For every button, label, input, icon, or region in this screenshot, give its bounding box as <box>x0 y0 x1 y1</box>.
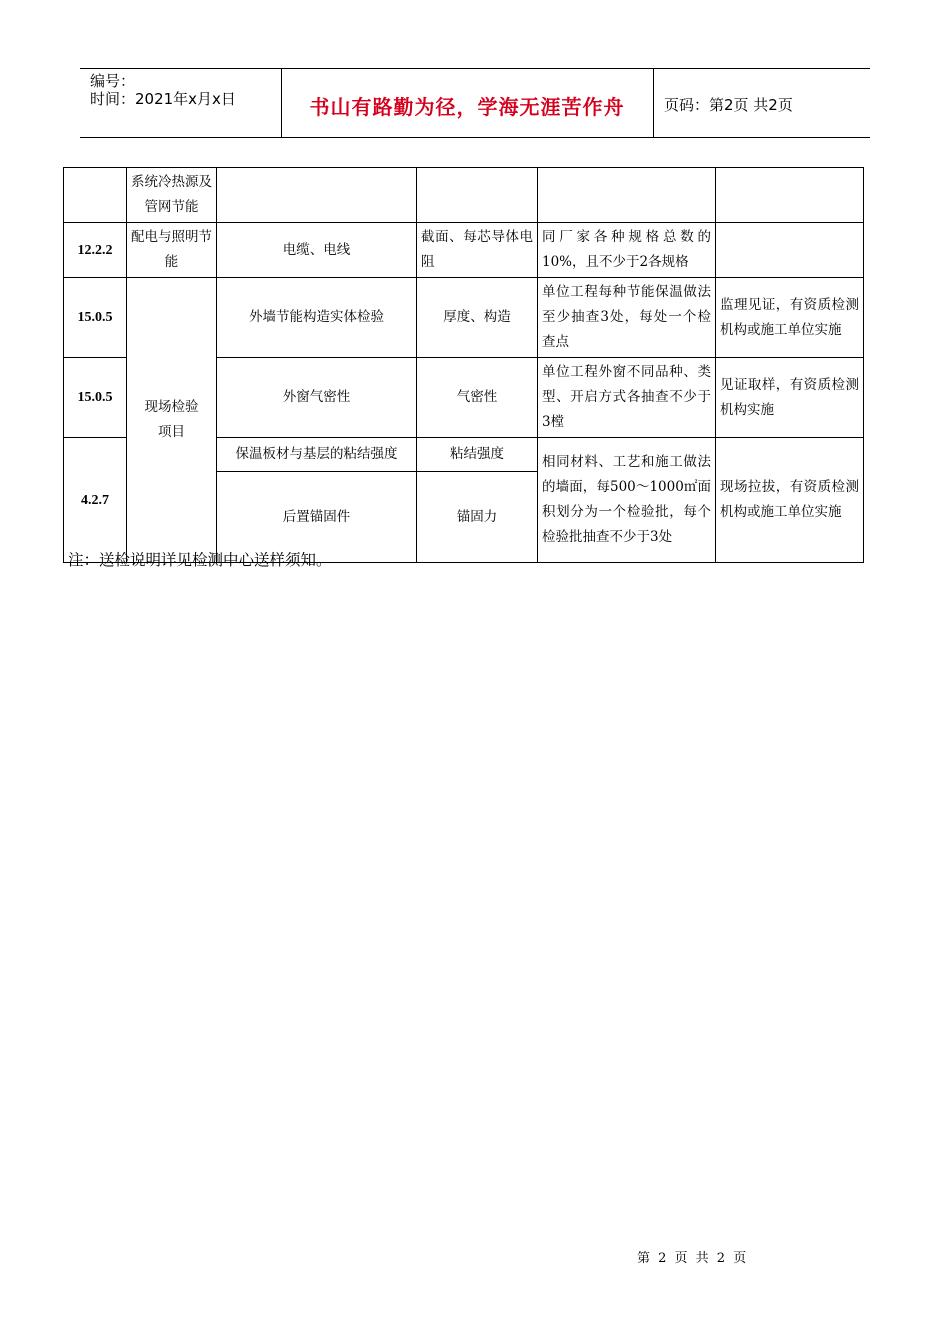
inspection-table <box>63 167 864 563</box>
category-cell: 系统冷热源及管网节能 <box>127 168 217 223</box>
header-meta <box>90 72 236 108</box>
document-date-label: 时间：2021年x月x日 <box>90 90 236 108</box>
table-row <box>64 223 864 278</box>
item-cell <box>217 168 417 223</box>
item-cell: 保温板材与基层的粘结强度 <box>217 438 417 472</box>
parameter-cell: 截面、每芯导体电阻 <box>417 223 538 278</box>
sampling-cell: 相同材料、工艺和施工做法的墙面，每500～1000㎡面积划分为一个检验批，每个检验批抽查不少于3处 <box>538 438 716 563</box>
item-cell: 电缆、电线 <box>217 223 417 278</box>
parameter-cell: 气密性 <box>417 358 538 438</box>
clause-code: 4.2.7 <box>64 438 127 563</box>
sampling-cell <box>538 168 716 223</box>
header-divider <box>653 69 654 137</box>
method-cell <box>716 168 864 223</box>
method-cell <box>716 223 864 278</box>
header-motto: 书山有路勤为径，学海无涯苦作舟 <box>309 95 625 119</box>
item-cell: 外窗气密性 <box>217 358 417 438</box>
sampling-cell: 单位工程每种节能保温做法至少抽查3处，每处一个检查点 <box>538 278 716 358</box>
parameter-cell <box>417 168 538 223</box>
method-cell: 现场拉拔，有资质检测机构或施工单位实施 <box>716 438 864 563</box>
clause-code: 12.2.2 <box>64 223 127 278</box>
header-page-label: 页码：第2页 共2页 <box>664 96 793 114</box>
method-cell: 见证取样，有资质检测机构实施 <box>716 358 864 438</box>
site-category-cell: 现场检验项目 <box>127 278 217 563</box>
sampling-cell: 单位工程外窗不同品种、类型、开启方式各抽查不少于3樘 <box>538 358 716 438</box>
clause-code: 15.0.5 <box>64 278 127 358</box>
table-row <box>64 168 864 223</box>
page-header <box>80 68 870 138</box>
page-footer: 第 2 页 共 2 页 <box>637 1251 747 1266</box>
table-row <box>64 278 864 358</box>
category-cell: 配电与照明节能 <box>127 223 217 278</box>
parameter-cell: 厚度、构造 <box>417 278 538 358</box>
parameter-cell: 粘结强度 <box>417 438 538 472</box>
item-cell: 外墙节能构造实体检验 <box>217 278 417 358</box>
document-number-label: 编号： <box>90 72 136 90</box>
clause-code: 15.0.5 <box>64 358 127 438</box>
parameter-cell: 锚固力 <box>417 472 538 563</box>
footnote: 注：送检说明详见检测中心送样须知。 <box>68 551 332 569</box>
clause-code <box>64 168 127 223</box>
method-cell: 监理见证，有资质检测机构或施工单位实施 <box>716 278 864 358</box>
sampling-cell: 同厂家各种规格总数的10%，且不少于2各规格 <box>538 223 716 278</box>
item-cell: 后置锚固件 <box>217 472 417 563</box>
